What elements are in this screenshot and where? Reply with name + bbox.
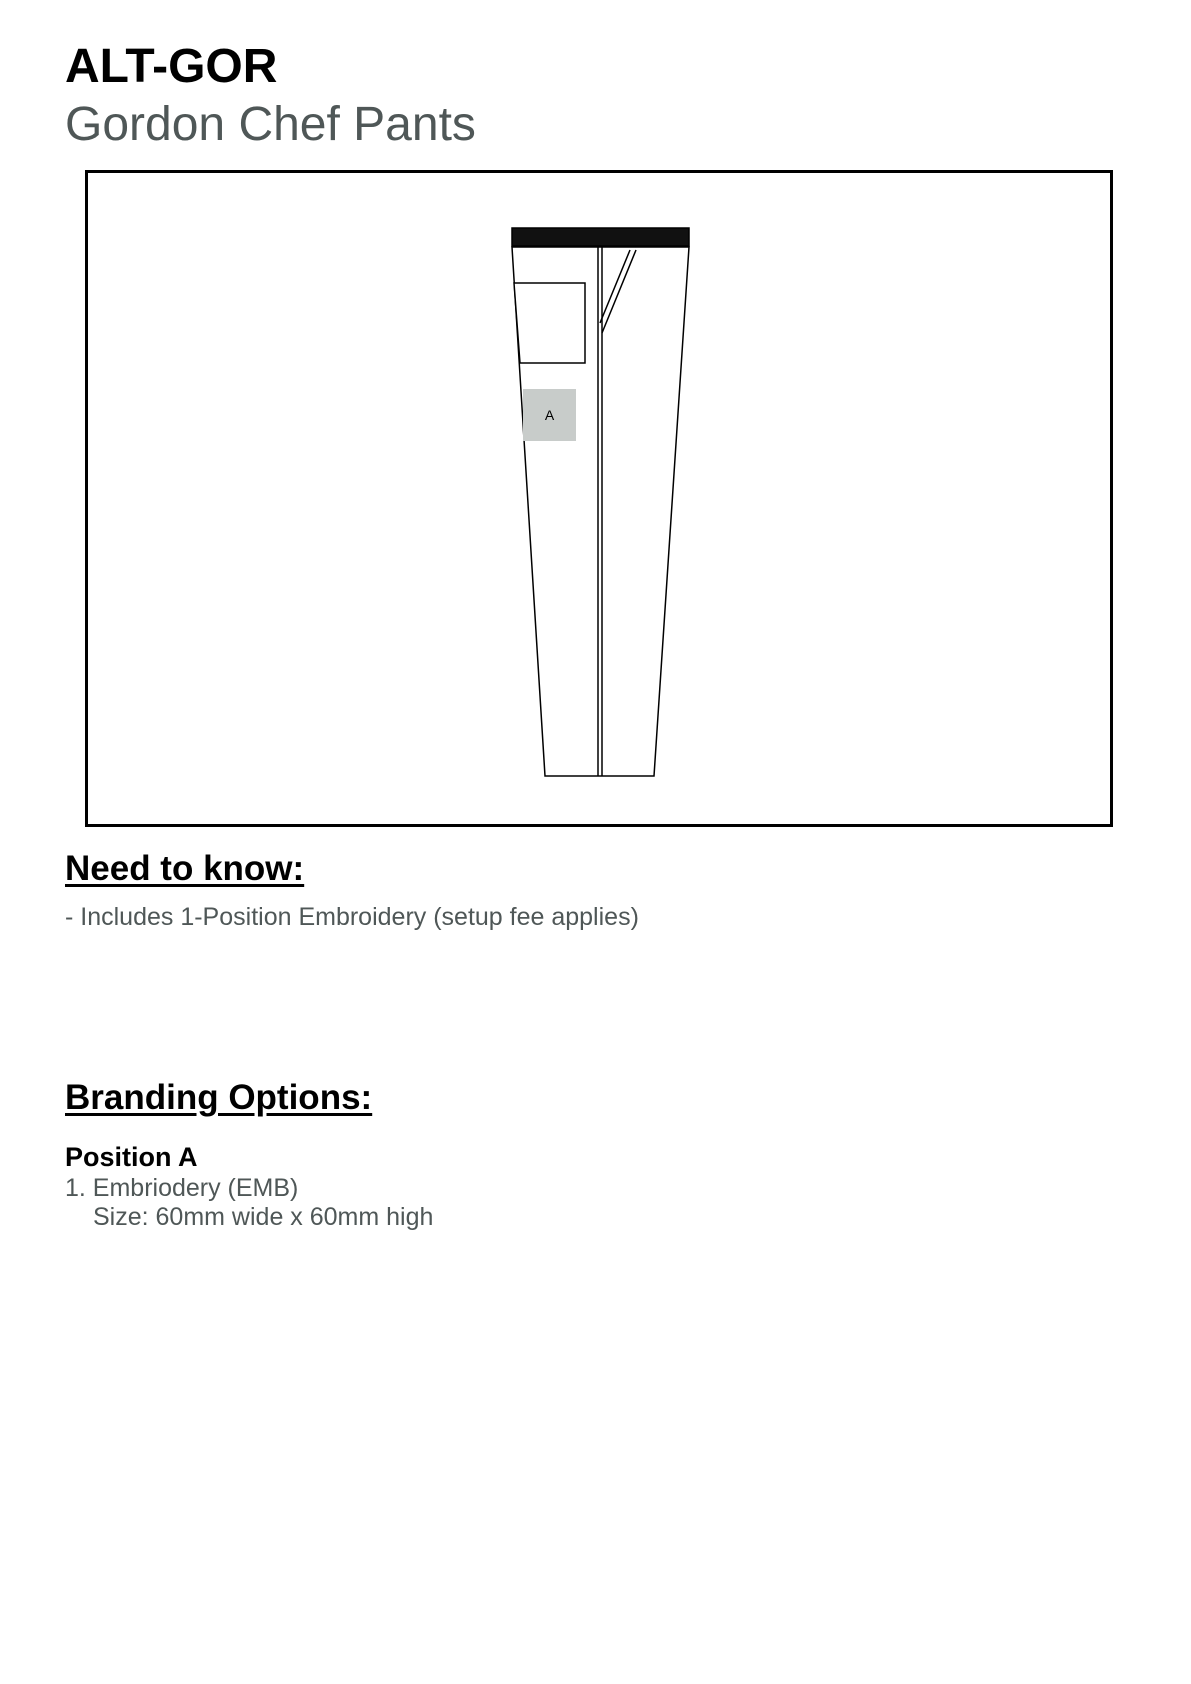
position-a-title: Position A [65, 1142, 198, 1172]
product-name: Gordon Chef Pants [65, 98, 476, 151]
pants-illustration [88, 173, 1110, 824]
branding-size: Size: 60mm wide x 60mm high [93, 1203, 434, 1231]
position-a-label: A [544, 407, 555, 423]
branding-method: 1. Embriodery (EMB) [65, 1174, 299, 1202]
need-to-know-item: - Includes 1-Position Embroidery (setup fee applies) [65, 903, 639, 931]
branding-options-heading: Branding Options: [65, 1078, 373, 1117]
need-to-know-heading: Need to know: [65, 849, 305, 888]
garment-diagram-frame [85, 170, 1113, 827]
waistband [512, 228, 689, 246]
product-code: ALT-GOR [65, 40, 278, 93]
patch-pocket [514, 283, 585, 363]
